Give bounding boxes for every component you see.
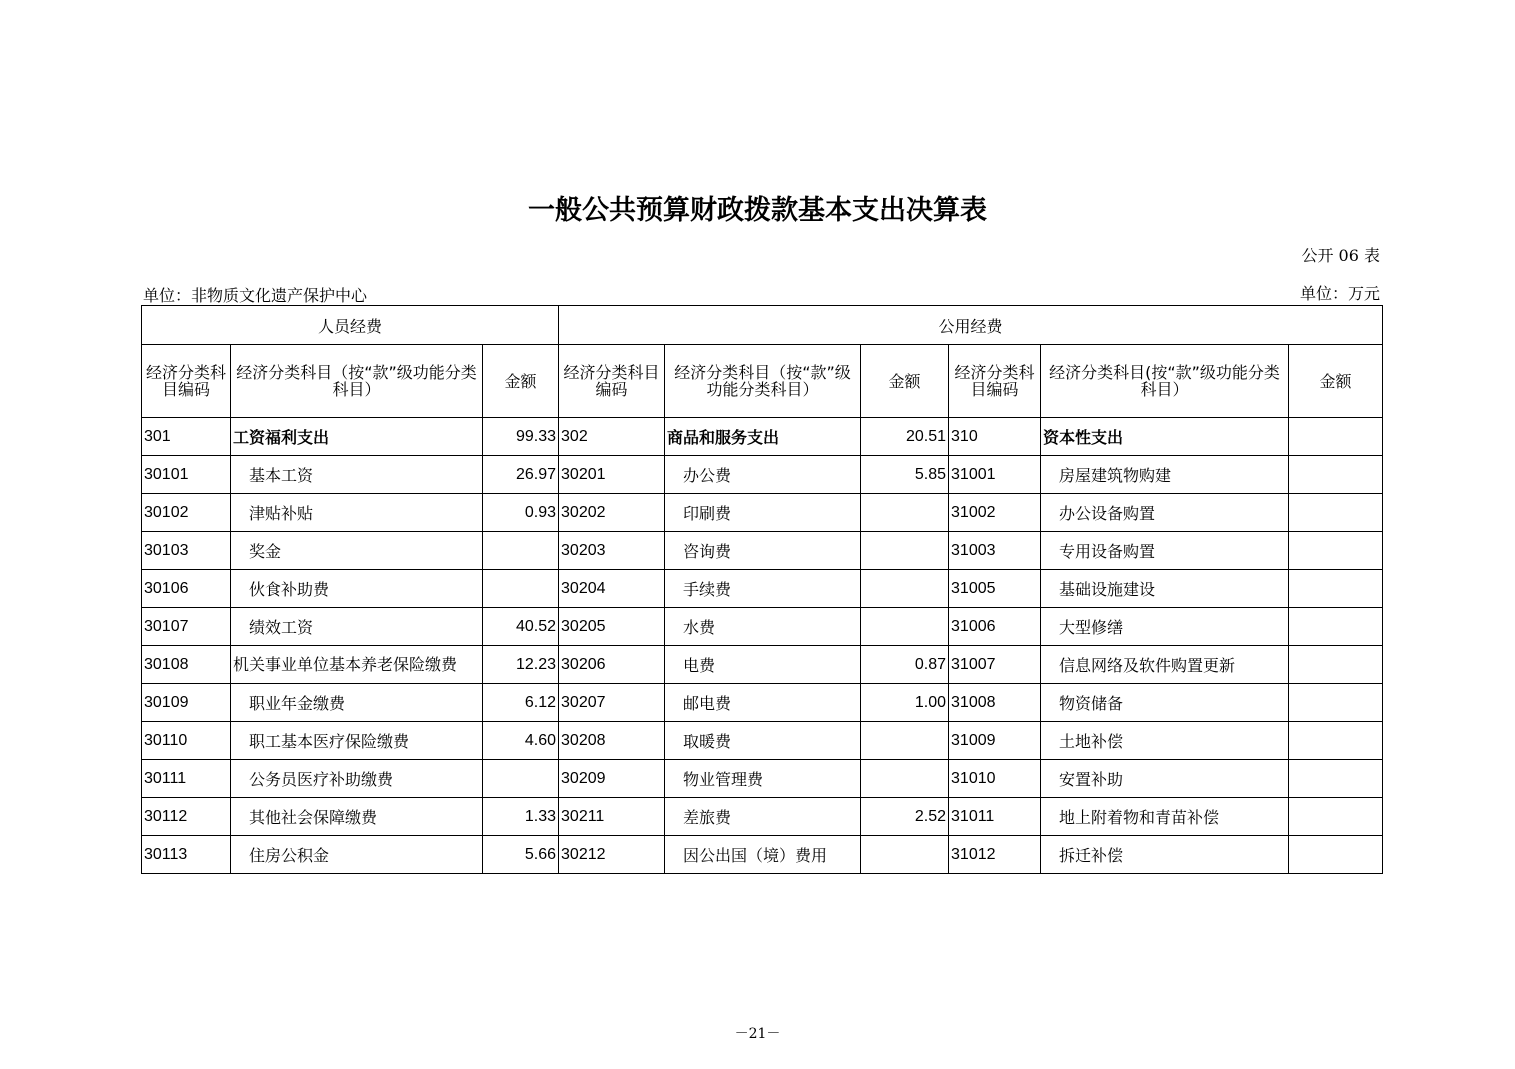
amount-cell: 12.23 (483, 646, 559, 684)
table-row (142, 608, 1383, 646)
code-cell: 31003 (949, 532, 1041, 570)
name-cell: 取暖费 (665, 722, 861, 760)
code-cell: 30211 (559, 798, 665, 836)
name-cell: 基础设施建设 (1041, 570, 1289, 608)
amount-cell (1289, 646, 1383, 684)
column-header-code: 经济分类科目编码 (142, 345, 231, 418)
name-cell: 专用设备购置 (1041, 532, 1289, 570)
code-cell: 30202 (559, 494, 665, 532)
code-cell: 31010 (949, 760, 1041, 798)
code-cell: 30110 (142, 722, 231, 760)
name-cell: 信息网络及软件购置更新 (1041, 646, 1289, 684)
name-cell: 职业年金缴费 (231, 684, 483, 722)
name-cell: 印刷费 (665, 494, 861, 532)
name-cell: 咨询费 (665, 532, 861, 570)
amount-cell: 1.33 (483, 798, 559, 836)
name-cell: 伙食补助费 (231, 570, 483, 608)
table-row (142, 722, 1383, 760)
code-cell: 30113 (142, 836, 231, 874)
code-cell: 301 (142, 418, 231, 456)
code-cell: 30208 (559, 722, 665, 760)
amount-cell (861, 760, 949, 798)
name-cell: 手续费 (665, 570, 861, 608)
amount-cell (861, 836, 949, 874)
name-cell: 土地补偿 (1041, 722, 1289, 760)
code-cell: 30109 (142, 684, 231, 722)
code-cell: 310 (949, 418, 1041, 456)
column-header-name: 经济分类科目（按“款”级功能分类科目） (231, 345, 483, 418)
column-header-name: 经济分类科目（按“款”级功能分类科目） (665, 345, 861, 418)
amount-cell (1289, 570, 1383, 608)
code-cell: 30103 (142, 532, 231, 570)
amount-cell: 40.52 (483, 608, 559, 646)
name-cell: 电费 (665, 646, 861, 684)
amount-cell (1289, 532, 1383, 570)
amount-cell: 1.00 (861, 684, 949, 722)
table-row (142, 418, 1383, 456)
code-cell: 30203 (559, 532, 665, 570)
name-cell: 物业管理费 (665, 760, 861, 798)
table-row (142, 798, 1383, 836)
amount-cell (861, 532, 949, 570)
name-cell: 工资福利支出 (231, 418, 483, 456)
table-row (142, 646, 1383, 684)
page-number: －21－ (734, 1026, 781, 1042)
amount-cell: 0.87 (861, 646, 949, 684)
code-cell: 31007 (949, 646, 1041, 684)
code-cell: 30112 (142, 798, 231, 836)
name-cell: 公务员医疗补助缴费 (231, 760, 483, 798)
name-cell: 房屋建筑物购建 (1041, 456, 1289, 494)
amount-cell (861, 570, 949, 608)
code-cell: 30106 (142, 570, 231, 608)
column-header-name: 经济分类科目(按“款”级功能分类科目） (1041, 345, 1289, 418)
amount-cell: 0.93 (483, 494, 559, 532)
name-cell: 资本性支出 (1041, 418, 1289, 456)
form-number: 公开 06 表 (1301, 246, 1380, 265)
name-cell: 邮电费 (665, 684, 861, 722)
amount-cell: 5.66 (483, 836, 559, 874)
amount-cell (861, 608, 949, 646)
name-cell: 拆迁补偿 (1041, 836, 1289, 874)
column-header-amount: 金额 (861, 345, 949, 418)
column-header-amount: 金额 (1289, 345, 1383, 418)
code-cell: 31002 (949, 494, 1041, 532)
table-row (142, 532, 1383, 570)
code-cell: 30212 (559, 836, 665, 874)
amount-cell: 26.97 (483, 456, 559, 494)
column-header-code: 经济分类科目编码 (559, 345, 665, 418)
name-cell: 物资储备 (1041, 684, 1289, 722)
code-cell: 30207 (559, 684, 665, 722)
amount-cell: 4.60 (483, 722, 559, 760)
code-cell: 31006 (949, 608, 1041, 646)
table-row (142, 836, 1383, 874)
name-cell: 因公出国（境）费用 (665, 836, 861, 874)
amount-cell (861, 722, 949, 760)
column-header-code: 经济分类科目编码 (949, 345, 1041, 418)
code-cell: 30102 (142, 494, 231, 532)
name-cell: 商品和服务支出 (665, 418, 861, 456)
code-cell: 30108 (142, 646, 231, 684)
table-row (142, 456, 1383, 494)
name-cell: 安置补助 (1041, 760, 1289, 798)
code-cell: 30101 (142, 456, 231, 494)
amount-cell (1289, 798, 1383, 836)
code-cell: 30205 (559, 608, 665, 646)
amount-cell: 5.85 (861, 456, 949, 494)
code-cell: 30107 (142, 608, 231, 646)
name-cell: 职工基本医疗保险缴费 (231, 722, 483, 760)
name-cell: 津贴补贴 (231, 494, 483, 532)
name-cell: 住房公积金 (231, 836, 483, 874)
amount-cell (483, 570, 559, 608)
code-cell: 31009 (949, 722, 1041, 760)
amount-cell (1289, 494, 1383, 532)
document-title: 一般公共预算财政拨款基本支出决算表 (528, 195, 987, 226)
amount-cell: 6.12 (483, 684, 559, 722)
table-row (142, 494, 1383, 532)
amount-cell (1289, 760, 1383, 798)
name-cell: 地上附着物和青苗补偿 (1041, 798, 1289, 836)
amount-cell (1289, 608, 1383, 646)
code-cell: 31012 (949, 836, 1041, 874)
amount-cell (1289, 418, 1383, 456)
name-cell: 办公费 (665, 456, 861, 494)
amount-cell (1289, 722, 1383, 760)
table-row (142, 760, 1383, 798)
code-cell: 30204 (559, 570, 665, 608)
amount-cell (1289, 836, 1383, 874)
code-cell: 30206 (559, 646, 665, 684)
name-cell: 办公设备购置 (1041, 494, 1289, 532)
code-cell: 30201 (559, 456, 665, 494)
table-row (142, 684, 1383, 722)
reporting-unit: 单位：非物质文化遗产保护中心 (143, 286, 368, 305)
budget-table (141, 305, 1383, 874)
amount-cell: 20.51 (861, 418, 949, 456)
code-cell: 302 (559, 418, 665, 456)
table-row (142, 570, 1383, 608)
code-cell: 31008 (949, 684, 1041, 722)
group-header-public: 公用经费 (559, 306, 1383, 345)
code-cell: 31001 (949, 456, 1041, 494)
column-header-amount: 金额 (483, 345, 559, 418)
name-cell: 奖金 (231, 532, 483, 570)
name-cell: 水费 (665, 608, 861, 646)
code-cell: 30209 (559, 760, 665, 798)
amount-cell (483, 532, 559, 570)
name-cell: 绩效工资 (231, 608, 483, 646)
amount-cell (1289, 684, 1383, 722)
amount-cell: 99.33 (483, 418, 559, 456)
name-cell: 基本工资 (231, 456, 483, 494)
name-cell: 机关事业单位基本养老保险缴费 (231, 646, 483, 684)
amount-cell (483, 760, 559, 798)
amount-cell: 2.52 (861, 798, 949, 836)
code-cell: 31005 (949, 570, 1041, 608)
name-cell: 差旅费 (665, 798, 861, 836)
currency-unit: 单位：万元 (1299, 284, 1380, 303)
code-cell: 30111 (142, 760, 231, 798)
amount-cell (861, 494, 949, 532)
group-header-personnel: 人员经费 (142, 306, 559, 345)
code-cell: 31011 (949, 798, 1041, 836)
name-cell: 其他社会保障缴费 (231, 798, 483, 836)
name-cell: 大型修缮 (1041, 608, 1289, 646)
amount-cell (1289, 456, 1383, 494)
